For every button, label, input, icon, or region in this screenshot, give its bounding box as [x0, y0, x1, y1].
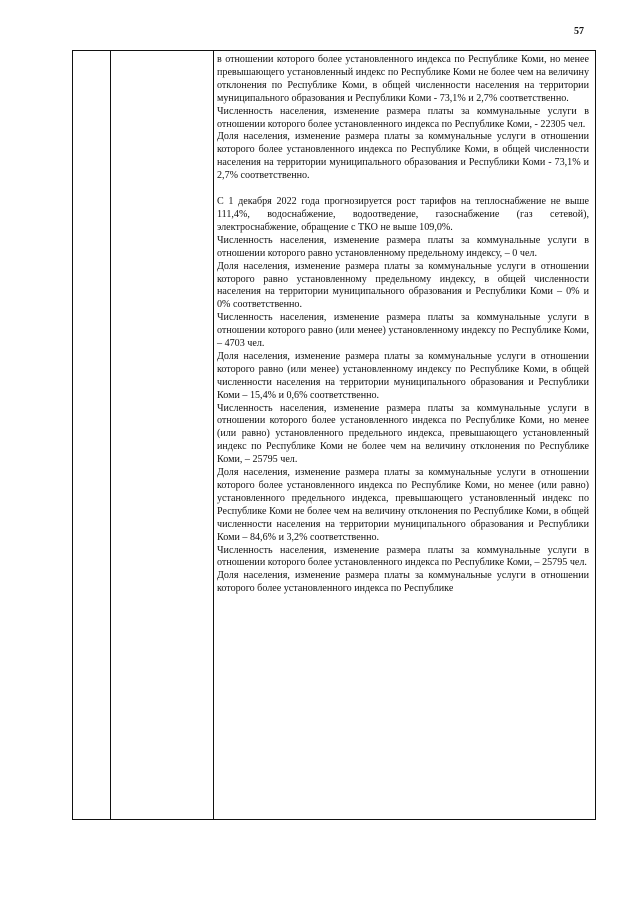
- paragraph: Доля населения, изменение размера платы за коммунальные услуги в отношении которого равно (или менее) установленному индексу по Республике Коми, в общей численности населения на территории муниципального образования и Республики Коми – 15,4% и 0,6% соответственно.: [217, 350, 589, 401]
- paragraph: Численность населения, изменение размера платы за коммунальные услуги в отношении которого более установленного индекса по Республике Коми, - 22305 чел.: [217, 105, 589, 130]
- table-column-divider: [110, 51, 111, 819]
- paragraph: Численность населения, изменение размера платы за коммунальные услуги в отношении которого более установленного индекса по Республике Коми, но менее (или равно) установленного предельного индекса, превышающего установленный индекс по Республике Коми не более чем на величину отклонения по Республике Коми, – 25795 чел.: [217, 402, 589, 466]
- page-number: 57: [574, 26, 584, 37]
- document-table: [72, 50, 596, 820]
- paragraph: в отношении которого более установленного индекса по Республике Коми, но менее превышающего установленный индекс по Республике Коми не более чем на величину отклонения по Республике Коми, в общей численности населения на территории муниципального образования и Республики Коми - 73,1% и 2,7% соответственно.: [217, 54, 589, 104]
- table-column-divider: [213, 51, 214, 819]
- paragraph: Доля населения, изменение размера платы за коммунальные услуги в отношении которого более установленного индекса по Республике: [217, 570, 589, 595]
- paragraph: Доля населения, изменение размера платы за коммунальные услуги в отношении которого более установленного индекса по Республике Коми, но менее (или равно) установленного предельного индекса, превышающего установленный индекс по Республике Коми не более чем на величину отклонения по Республике Коми, в общей численности населения на территории муниципального образования и Республики Коми – 84,6% и 3,2% соответственно.: [217, 467, 589, 543]
- paragraph: Численность населения, изменение размера платы за коммунальные услуги в отношении которого равно (или менее) установленному индексу по Республике Коми, – 4703 чел.: [217, 312, 589, 350]
- paragraph: Доля населения, изменение размера платы за коммунальные услуги в отношении которого более установленного индекса по Республике Коми, в общей численности населения на территории муниципального образования и Республики Коми - 73,1% и 2,7% соответственно.: [217, 131, 589, 182]
- table-text-cell: [217, 54, 589, 596]
- paragraph: Доля населения, изменение размера платы за коммунальные услуги в отношении которого равно установленному предельному индексу, в общей численности населения на территории муниципального образования и Республики Коми – 0% и 0% соответственно.: [217, 260, 589, 311]
- paragraph: Численность населения, изменение размера платы за коммунальные услуги в отношении которого более установленного индекса по Республике Коми, – 25795 чел.: [217, 544, 589, 569]
- paragraph: С 1 декабря 2022 года прогнозируется рост тарифов на теплоснабжение не выше 111,4%, водоснабжение, водоотведение, газоснабжение (газ сетевой), электроснабжение, обращение с ТКО не выше 109,0%.: [217, 196, 589, 233]
- paragraph: Численность населения, изменение размера платы за коммунальные услуги в отношении которого равно установленному предельному индексу, – 0 чел.: [217, 234, 589, 259]
